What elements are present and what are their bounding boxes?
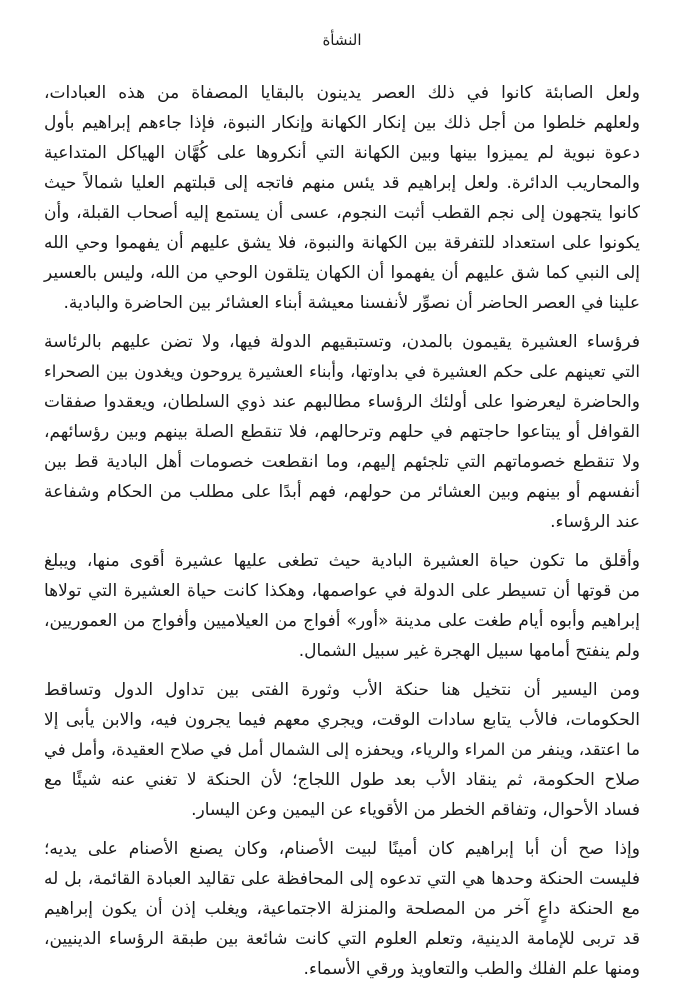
text-line: فرؤساء العشيرة يقيمون بالمدن، وتستبقيهم الدولة فيها، ولا تضن عليهم بالرئاسة xyxy=(44,332,640,352)
paragraph xyxy=(44,675,640,825)
paragraph xyxy=(44,546,640,666)
text-line: ولم ينفتح أمامها سبيل الهجرة غير سبيل الشمال. xyxy=(298,641,640,661)
text-line: وأقلق ما تكون حياة العشيرة البادية حيث تطغى عليها عشيرة أقوى منها، ويبلغ xyxy=(44,551,640,571)
text-line: فساد الأحوال، وتفاقم الخطر من الأقوياء عن اليمين وعن اليسار. xyxy=(191,800,640,820)
text-line: فليست الحنكة وحدها هي التي تدعوه إلى المحافظة على تقاليد العبادة القائمة، بل له xyxy=(44,869,640,889)
text-line: الحكومات، فالأب يتابع سادات الوقت، ويجري معهم فيما يجرون فيه، والابن يأبى إلا xyxy=(44,710,640,730)
text-line: من قوتها أن تسيطر على الدولة في عواصمها، وهكذا كانت حياة العشيرة التي تولاها xyxy=(44,581,640,601)
body-text xyxy=(44,78,640,984)
paragraph xyxy=(44,834,640,984)
text-line: دعوة نبوية لم يميزوا بينها وبين الكهانة التي أنكروها على كُهَّان الهياكل المتداعية xyxy=(44,143,640,163)
text-line: والمحاريب الدائرة. ولعل إبراهيم قد يئس منهم فاتجه إلى قبلتهم العليا شمالاً حيث xyxy=(44,173,640,193)
text-line: مع الحنكة داعٍ آخر من المصلحة والمنزلة الاجتماعية، ويغلب إذن أن يكون إبراهيم xyxy=(44,899,640,919)
running-head: النشأة xyxy=(322,31,362,49)
text-line: كانوا يتجهون إلى نجم القطب أثبت النجوم، عسى أن يستمع إليه أصحاب القبلة، وأن xyxy=(44,203,640,223)
text-line: قد تربى للإمامة الدينية، وتعلم العلوم التي كانت شائعة بين طبقة الرؤساء الدينيين، xyxy=(44,929,640,949)
text-line: ومنها علم الفلك والطب والتعاويذ ورقي الأسماء. xyxy=(303,959,640,979)
text-line: ما اعتقد، وينفر من المراء والرياء، ويحفزه إلى الشمال أمل في صلاح العقيدة، وأمل في xyxy=(44,740,640,759)
paragraph xyxy=(44,78,640,318)
text-line: ومن اليسير أن نتخيل هنا حنكة الأب وثورة الفتى بين تداول الدول وتساقط xyxy=(44,680,640,700)
text-line: والحاضرة ليعرضوا على أولئك الرؤساء مطالبهم عند ذوي السلطان، ويعقدوا صفقات xyxy=(44,392,640,412)
text-line: التي تعينهم على حكم العشيرة في بداوتها، وأبناء العشيرة يروحون ويغدون بين الصحراء xyxy=(44,362,640,381)
text-line: علينا في العصر الحاضر أن نصوِّر لأنفسنا معيشة أبناء العشائر بين الحاضرة والبادية. xyxy=(63,293,640,313)
text-line: القوافل أو يبتاعوا حاجتهم في حلهم وترحالهم، فلا تنقطع الصلة بينهم وبين رؤسائهم، xyxy=(44,422,640,442)
text-line: ولعلهم خلطوا من أجل ذلك بين إنكار الكهانة وإنكار النبوة، فإذا جاءهم إبراهيم بأول xyxy=(44,113,640,133)
text-line: إلى النبي كما شق عليهم أن يفهموا أن الكهان يتلقون الوحي من الله، وليس بالعسير xyxy=(44,263,640,283)
text-line: وإذا صح أن أبا إبراهيم كان أمينًا لبيت الأصنام، وكان يصنع الأصنام على يديه؛ xyxy=(44,839,640,859)
text-line: عند الرؤساء. xyxy=(550,512,640,532)
paragraph xyxy=(44,327,640,537)
text-line: يكونوا على استعداد للتفرقة بين الكهانة والنبوة، فلا يشق عليهم أن يفهموا وحي الله xyxy=(44,233,640,253)
text-line: أنفسهم أو بينهم وبين العشائر من حولهم، فهم أبدًا على مطلب من الحكام وشفاعة xyxy=(44,482,640,502)
text-line: صلاح الحكومة، ثم ينقاد الأب بعد طول اللجاج؛ لأن الحنكة لا تغني عنه شيئًا مع xyxy=(44,770,640,790)
text-line: إبراهيم وأبوه أيام طغت على مدينة «أور» أفواج من العيلاميين وأفواج من العموريين، xyxy=(44,611,640,631)
text-line: ولعل الصابئة كانوا في ذلك العصر يدينون بالبقايا المصفاة من هذه العبادات، xyxy=(44,83,640,103)
text-line: ولا تنقطع خصوماتهم التي تلجئهم إليهم، وما انقطعت خصومات أهل البادية قط بين xyxy=(44,452,640,472)
